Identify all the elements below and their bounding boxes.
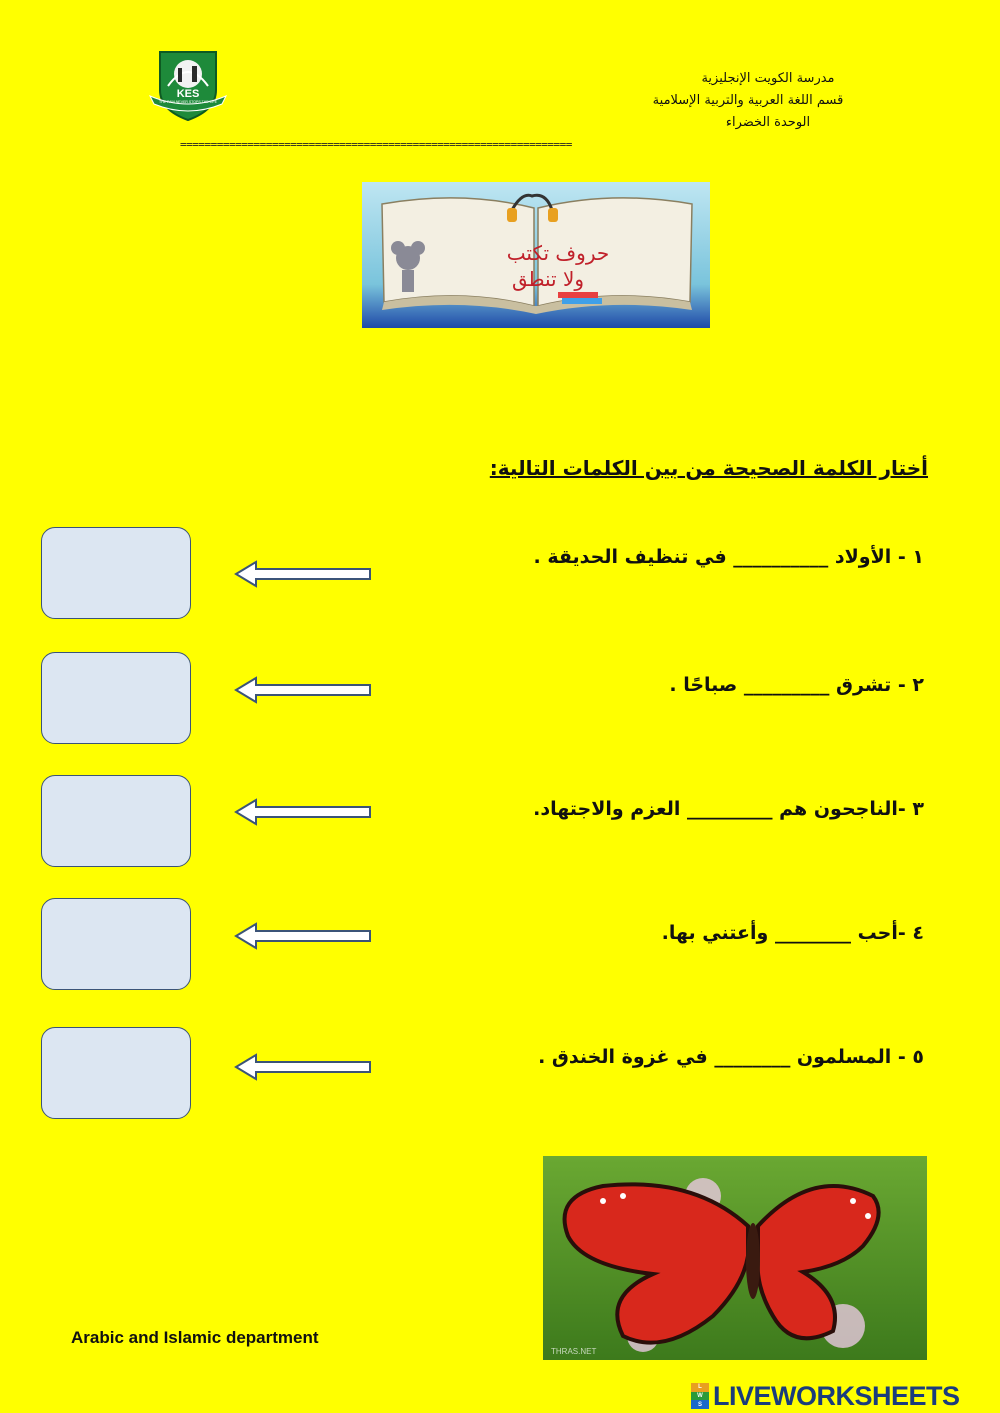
brand-badge-icon: L W S [691,1383,709,1409]
header-separator: ================================================================ [180,138,572,151]
logo-motto: THE PAIN NEVER STOPS THE LIFE [159,100,217,104]
answer-box-4[interactable] [41,898,191,990]
butterfly-photo [543,1156,927,1360]
department-name: قسم اللغة العربية والتربية الإسلامية [652,93,844,108]
logo-text: KES [176,88,200,100]
answer-box-1[interactable] [41,527,191,619]
banner-title-2: ولا تنطق [511,267,585,291]
question-2: ٢ - تشرق _________ صباحًا . [669,674,924,696]
school-name: مدرسة الكويت الإنجليزية [701,71,835,86]
question-4: ٤ -أحب ________ وأعتني بها. [661,922,924,944]
question-3: ٣ -الناجحون هم _________ العزم والاجتهاد. [533,798,924,820]
left-arrow-icon [234,798,372,826]
answer-box-2[interactable] [41,652,191,744]
question-1: ١ - الأولاد __________ في تنظيف الحديقة . [533,546,924,568]
lesson-banner [362,182,710,328]
brand-name: LIVEWORKSHEETS [713,1380,960,1411]
left-arrow-icon [234,922,372,950]
left-arrow-icon [234,676,372,704]
school-header [568,68,928,134]
left-arrow-icon [234,560,372,588]
photo-watermark: THRAS.NET [551,1347,597,1356]
school-logo [148,46,228,124]
instruction-heading: أختار الكلمة الصحيحة من بين الكلمات التالية: [489,456,928,480]
banner-title-1: حروف تكتب [506,241,610,265]
left-arrow-icon [234,1053,372,1081]
footer-department: Arabic and Islamic department [71,1328,319,1347]
liveworksheets-logo[interactable] [691,1382,960,1410]
answer-box-3[interactable] [41,775,191,867]
answer-box-5[interactable] [41,1027,191,1119]
unit-name: الوحدة الخضراء [725,115,811,130]
question-5: ٥ - المسلمون ________ في غزوة الخندق . [538,1046,924,1068]
